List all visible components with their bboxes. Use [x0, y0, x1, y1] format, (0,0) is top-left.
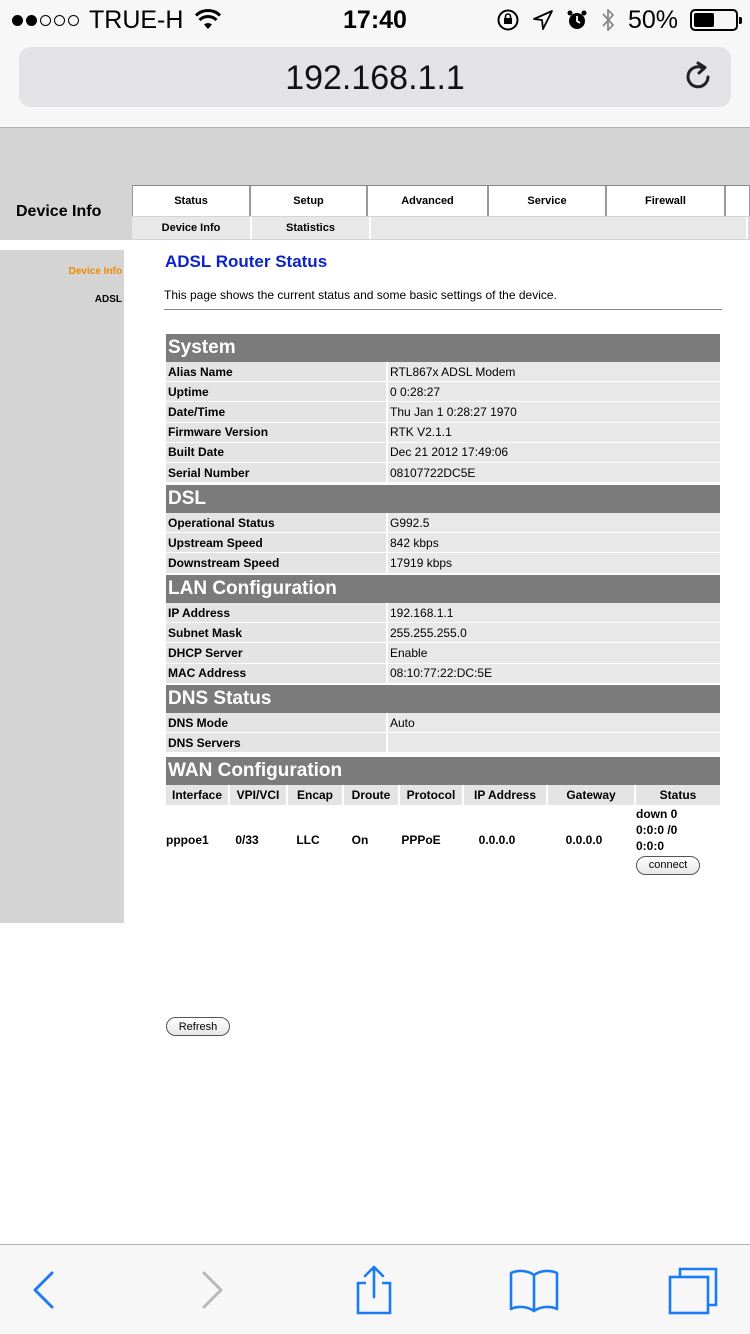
main-tabs	[132, 185, 750, 216]
back-icon[interactable]	[20, 1265, 70, 1315]
section-heading-dns: DNS Status	[166, 685, 720, 713]
sub-tabs	[132, 216, 750, 240]
row-value: RTK V2.1.1	[388, 423, 720, 443]
wan-col-protocol: Protocol	[400, 785, 464, 805]
dsl-table	[166, 485, 720, 574]
subtab-device-info[interactable]: Device Info	[132, 217, 252, 239]
wan-status-cell	[636, 805, 720, 875]
row-value: 255.255.255.0	[388, 623, 720, 643]
row-value: 842 kbps	[388, 533, 720, 553]
row-value: 192.168.1.1	[388, 603, 720, 623]
row-label: Alias Name	[166, 362, 388, 382]
row-label: DNS Mode	[166, 713, 388, 733]
status-bar-right	[496, 6, 738, 34]
bookmarks-icon[interactable]	[509, 1265, 559, 1315]
tab-status[interactable]: Status	[132, 186, 250, 217]
row-value: Dec 21 2012 17:49:06	[388, 443, 720, 463]
wan-vpivci: 0/33	[235, 833, 259, 847]
carrier-name: TRUE-H	[89, 5, 184, 34]
table-row	[166, 713, 720, 733]
system-table	[166, 334, 720, 483]
row-value: 08:10:77:22:DC:5E	[388, 664, 720, 684]
tab-service[interactable]: Service	[488, 186, 606, 217]
row-value: Enable	[388, 643, 720, 663]
row-label: Upstream Speed	[166, 533, 388, 553]
address-bar[interactable]	[19, 47, 731, 107]
page-title: ADSL Router Status	[165, 252, 328, 271]
wan-col-ip-address: IP Address	[464, 785, 548, 805]
battery-percent: 50%	[627, 5, 678, 34]
wan-ip-address: 0.0.0.0	[478, 833, 516, 847]
row-value: Thu Jan 1 0:28:27 1970	[388, 402, 720, 422]
row-label: DNS Servers	[166, 733, 388, 753]
wan-status-line: 0:0:0	[636, 838, 665, 853]
table-row	[166, 382, 720, 402]
row-label: Built Date	[166, 443, 388, 463]
wan-encap: LLC	[296, 833, 320, 847]
browser-toolbar	[0, 1244, 750, 1334]
row-label: Date/Time	[166, 402, 388, 422]
wan-col-status: Status	[636, 785, 720, 805]
wan-col-droute: Droute	[344, 785, 400, 805]
row-label: Operational Status	[166, 513, 388, 533]
section-heading-lan: LAN Configuration	[166, 575, 720, 603]
table-row	[166, 805, 720, 875]
browser-nav-bar	[0, 40, 750, 128]
table-row	[166, 553, 720, 573]
refresh-button[interactable]: Refresh	[166, 1017, 230, 1036]
wan-status-line: 0:0:0 /0	[636, 822, 678, 837]
tab-setup[interactable]: Setup	[250, 186, 367, 217]
leftmenu-device-info[interactable]: Device Info	[68, 266, 122, 277]
row-value: G992.5	[388, 513, 720, 533]
header-divider	[0, 240, 750, 243]
header-band	[0, 128, 750, 185]
left-menu	[0, 250, 124, 923]
url-text[interactable]: 192.168.1.1	[285, 59, 465, 97]
wan-status-line: down 0	[636, 806, 678, 821]
row-value: 0 0:28:27	[388, 382, 720, 402]
wan-col-encap: Encap	[288, 785, 344, 805]
share-icon[interactable]	[349, 1265, 399, 1315]
subtab-empty	[371, 217, 748, 239]
table-row	[166, 402, 720, 422]
row-label: MAC Address	[166, 664, 388, 684]
wan-droute: On	[351, 833, 369, 847]
row-value: RTL867x ADSL Modem	[388, 362, 720, 382]
reload-icon[interactable]	[683, 60, 715, 92]
table-row	[166, 623, 720, 643]
page-description: This page shows the current status and some basic settings of the device.	[164, 288, 557, 302]
wan-header-row	[166, 785, 720, 805]
title-divider	[164, 309, 722, 310]
status-bar	[0, 0, 750, 40]
table-row	[166, 733, 720, 753]
table-row	[166, 362, 720, 382]
row-label: Downstream Speed	[166, 553, 388, 573]
table-row	[166, 603, 720, 623]
wan-col-gateway: Gateway	[548, 785, 636, 805]
wan-table	[166, 757, 720, 875]
table-row	[166, 423, 720, 443]
section-heading-dsl: DSL	[166, 485, 720, 513]
leftmenu-adsl[interactable]: ADSL	[94, 294, 122, 305]
location-icon	[532, 9, 554, 31]
battery-icon	[690, 9, 738, 31]
router-page	[0, 128, 750, 1244]
alarm-icon	[566, 9, 588, 31]
row-label: Firmware Version	[166, 423, 388, 443]
row-label: IP Address	[166, 603, 388, 623]
wan-col-interface: Interface	[166, 785, 230, 805]
dns-table	[166, 685, 720, 753]
row-label: Serial Number	[166, 463, 388, 483]
header-title: Device Info	[16, 203, 102, 220]
tab-overflow[interactable]	[725, 186, 750, 217]
lan-table	[166, 575, 720, 684]
section-heading-system: System	[166, 334, 720, 362]
row-label: Subnet Mask	[166, 623, 388, 643]
row-label: DHCP Server	[166, 643, 388, 663]
clock: 17:40	[343, 6, 407, 34]
table-row	[166, 533, 720, 553]
wan-col-vpivci: VPI/VCI	[230, 785, 288, 805]
wan-gateway: 0.0.0.0	[565, 833, 603, 847]
row-value: Auto	[388, 713, 720, 733]
section-heading-wan: WAN Configuration	[166, 757, 720, 785]
table-row	[166, 463, 720, 483]
forward-icon[interactable]	[186, 1265, 236, 1315]
rotation-lock-icon	[496, 8, 520, 32]
tabs-icon[interactable]	[668, 1265, 718, 1315]
subtab-statistics[interactable]: Statistics	[252, 217, 371, 239]
tab-firewall[interactable]: Firewall	[606, 186, 725, 217]
wan-interface: pppoe1	[166, 833, 209, 847]
bluetooth-icon	[600, 7, 616, 33]
connect-button[interactable]: connect	[636, 856, 700, 875]
table-row	[166, 443, 720, 463]
wan-protocol: PPPoE	[401, 833, 441, 847]
row-label: Uptime	[166, 382, 388, 402]
table-row	[166, 664, 720, 684]
row-value	[388, 733, 720, 753]
table-row	[166, 513, 720, 533]
table-row	[166, 643, 720, 663]
tab-advanced[interactable]: Advanced	[367, 186, 488, 217]
row-value: 17919 kbps	[388, 553, 720, 573]
row-value: 08107722DC5E	[388, 463, 720, 483]
